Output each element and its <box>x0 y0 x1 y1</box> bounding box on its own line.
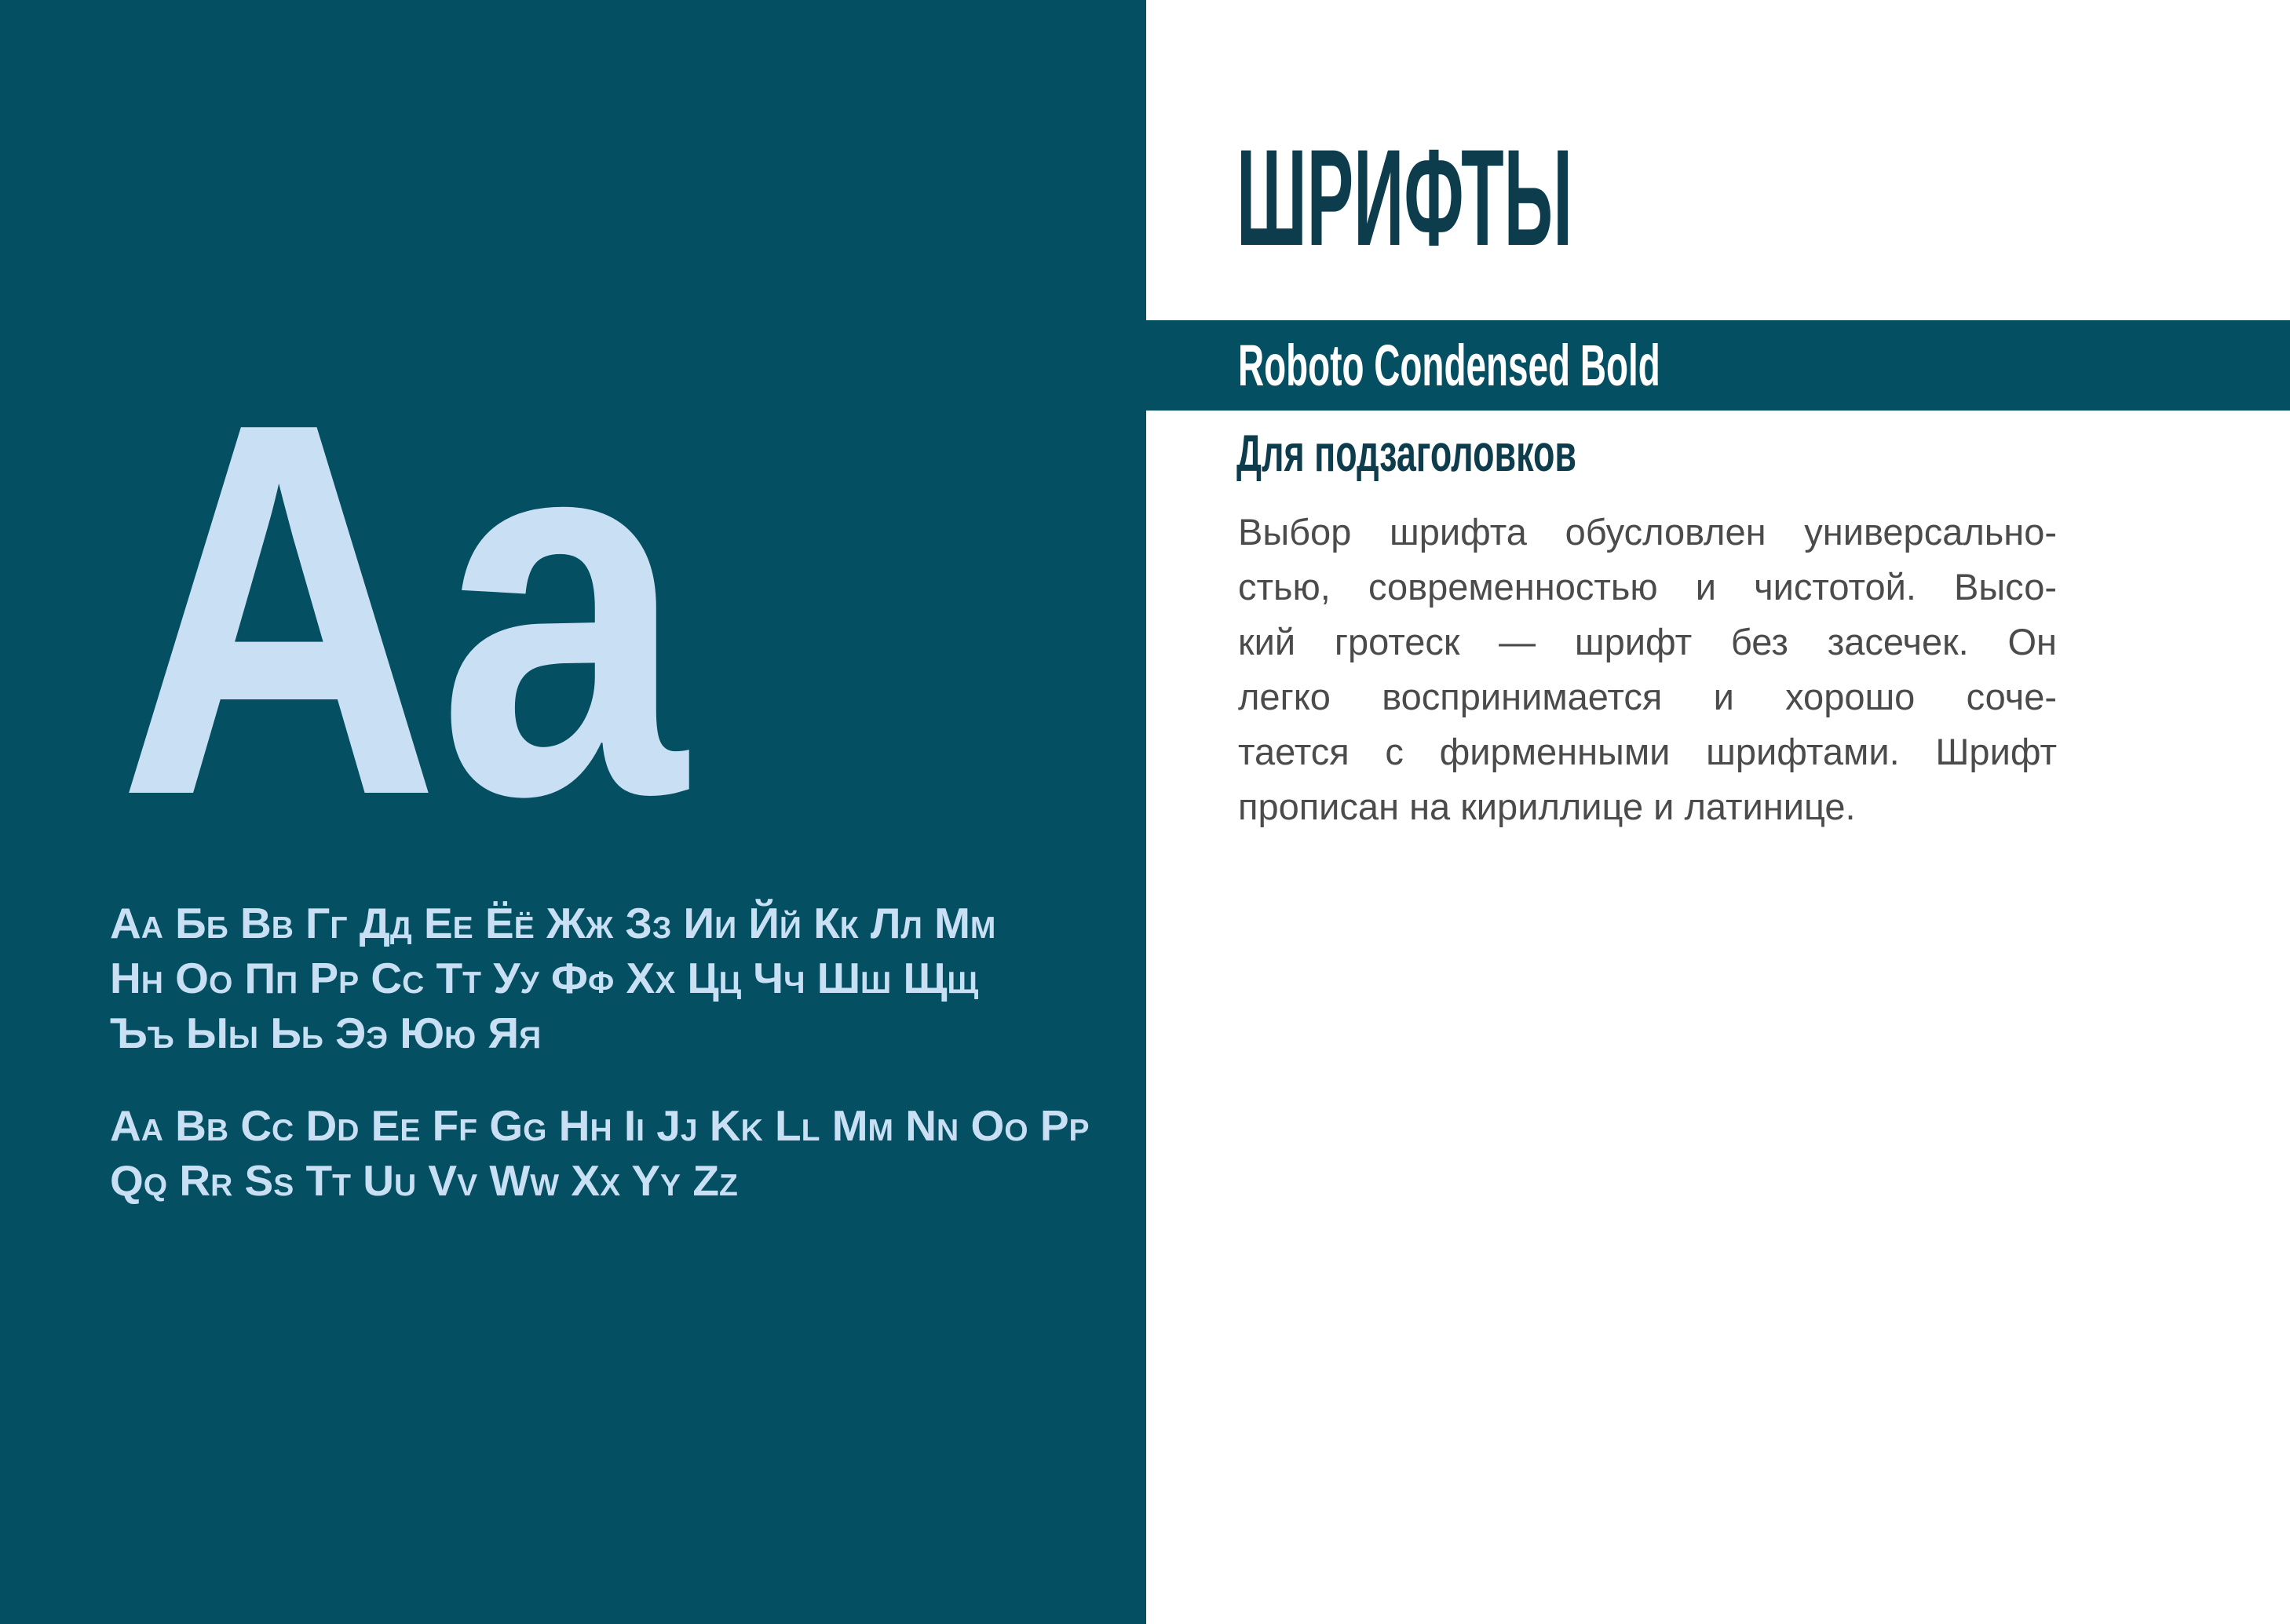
font-description <box>1238 505 2057 834</box>
font-description-line: тается с фирменными шрифтами. Шрифт <box>1238 731 2057 772</box>
usage-subheading: Для подзаголовков <box>1236 424 1576 482</box>
font-description-line: стью, современностью и чистотой. Высо- <box>1238 566 2057 608</box>
latin-alphabet-line: Qq Rr Ss Tt Uu Vv Ww Xx Yy Zz <box>110 1156 738 1205</box>
font-description-line: легко воспринимается и хорошо соче- <box>1238 676 2057 717</box>
font-description-line: Выбор шрифта обусловлен универсально- <box>1238 511 2057 553</box>
latin-alphabet <box>110 1098 1090 1208</box>
cyrillic-alphabet-line: Ъъ Ыы Ьь Ээ Юю Яя <box>110 1009 542 1057</box>
font-name-label: Roboto Condensed Bold <box>1238 333 1660 398</box>
cyrillic-alphabet-line: Нн Оо Пп Рр Сс Тт Уу Фф Хх Цц Чч Шш Щщ <box>110 954 979 1002</box>
cyrillic-alphabet <box>110 896 995 1060</box>
font-specimen-aa: Aa <box>118 312 685 906</box>
latin-alphabet-line: Aa Bb Cc Dd Ee Ff Gg Hh Ii Jj Kk Ll Mm Nn Oo Pp <box>110 1101 1090 1150</box>
cyrillic-alphabet-line: Аа Бб Вв Гг Дд Ее Ёё Жж Зз Ии Йй Кк Лл Мм <box>110 899 996 947</box>
font-name-bar <box>1146 320 2290 411</box>
font-description-line: прописан на кириллице и латинице. <box>1238 786 1856 827</box>
page-title: ШРИФТЫ <box>1236 122 1573 275</box>
font-description-line: кий гротеск — шрифт без засечек. Он <box>1238 621 2057 662</box>
